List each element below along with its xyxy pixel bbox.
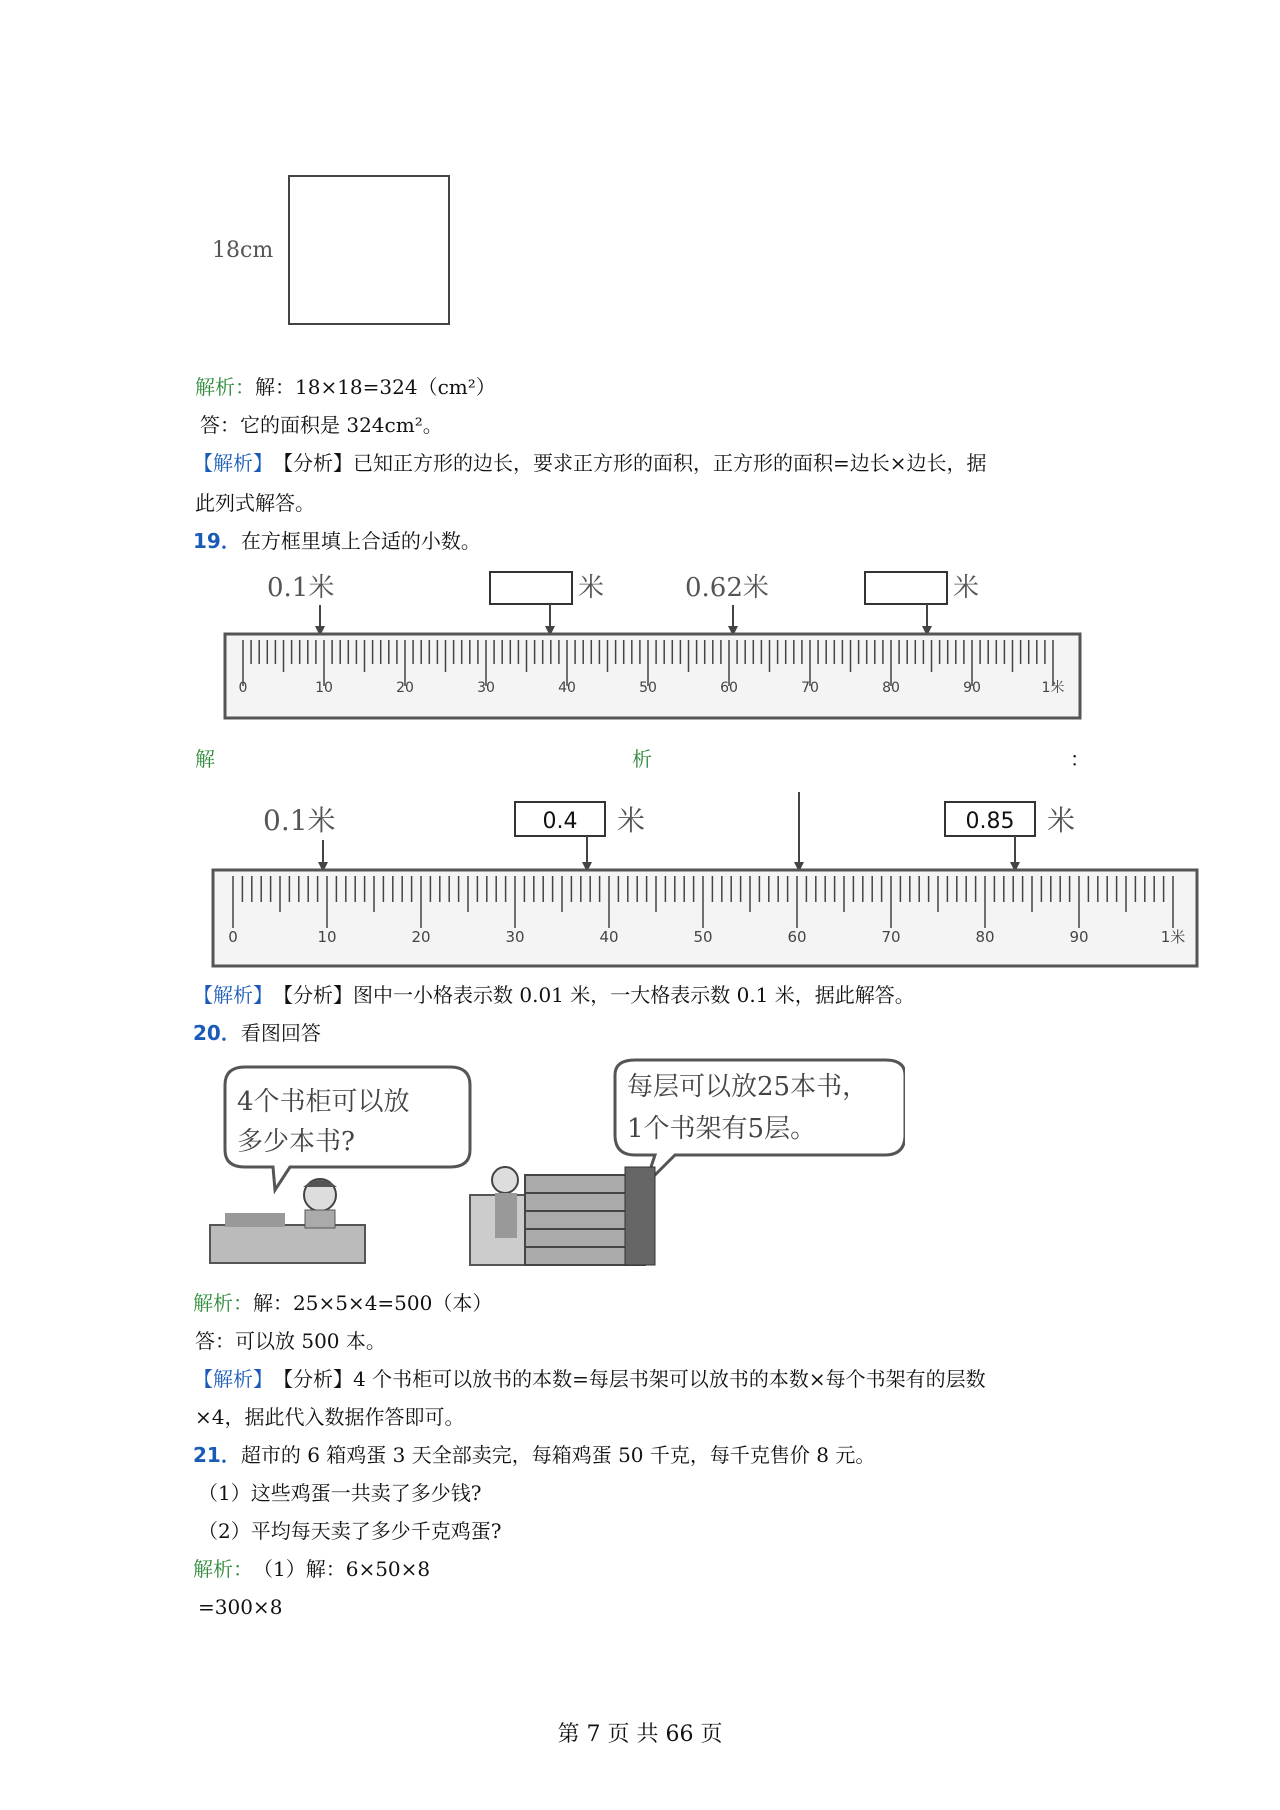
ruler1-unit-2: 米 <box>953 573 980 603</box>
question-number: 20． <box>193 1021 241 1045</box>
q19-analysis <box>193 982 915 1008</box>
ruler1-tick-label: 0 <box>238 680 248 696</box>
q21-question <box>193 1442 875 1468</box>
ruler2-tick-label: 0 <box>228 928 238 946</box>
analysis-tag: 【解析】 <box>193 1367 273 1391</box>
q20-analysis-cont: ×4，据此代入数据作答即可。 <box>195 1405 465 1429</box>
ruler2-tick-label: 90 <box>1069 928 1089 946</box>
q18-analysis-cont: 此列式解答。 <box>195 491 315 515</box>
ruler1-unit-1: 米 <box>578 573 605 603</box>
solution-text: （1）解：6×50×8 <box>253 1557 431 1581</box>
ruler2-tick-label: 50 <box>693 928 713 946</box>
solution-tag: 解析： <box>193 1291 253 1315</box>
ruler1-label-c: 0.62米 <box>685 573 769 603</box>
q20-answer: 答：可以放 500 本。 <box>195 1329 386 1353</box>
ruler2-unit-1: 米 <box>617 804 646 837</box>
ruler2-tick-label: 70 <box>881 928 901 946</box>
question-prompt: 超市的 6 箱鸡蛋 3 天全部卖完，每箱鸡蛋 50 千克，每千克售价 8 元。 <box>240 1443 876 1467</box>
ruler1-tick-label: 60 <box>720 680 738 696</box>
ruler2-tick-label: 60 <box>787 928 807 946</box>
ruler2-label-a: 0.1米 <box>263 804 336 837</box>
q20-solution <box>193 1290 492 1316</box>
question-number: 19． <box>193 529 241 553</box>
ruler2-unit-2: 米 <box>1047 804 1076 837</box>
square-shape <box>288 175 450 325</box>
q19-solution-char-3: ： <box>1070 747 1090 771</box>
q20-illustration <box>205 1055 905 1275</box>
analysis-text: 【分析】图中一小格表示数 0.01 米，一大格表示数 0.1 米，据此解答。 <box>273 983 915 1007</box>
ruler1-tick-label: 20 <box>396 680 414 696</box>
ruler1-tick-label: 10 <box>315 680 333 696</box>
ruler1-tick-label: 30 <box>477 680 495 696</box>
page-footer: 第 7 页 共 66 页 <box>557 1722 723 1747</box>
ruler1-body <box>225 634 1080 718</box>
q21-sub-1: （1）这些鸡蛋一共卖了多少钱? <box>198 1481 482 1505</box>
solution-text: 解：25×5×4=500（本） <box>253 1291 493 1315</box>
bubble2-line2: 1个书架有5层。 <box>627 1114 817 1144</box>
ruler1-label-a: 0.1米 <box>267 573 335 603</box>
q21-solution <box>193 1556 430 1582</box>
ruler2-body <box>213 870 1197 966</box>
bookshelf-image <box>470 1167 655 1265</box>
square-side-label: 18cm <box>212 238 274 263</box>
q19-solution-char-1: 解 <box>195 747 215 771</box>
ruler2-answer-2: 0.85 <box>965 809 1015 834</box>
ruler1-tick-label: 90 <box>963 680 981 696</box>
ruler1-blank-box-1[interactable] <box>490 572 572 604</box>
ruler1-tick-label: 70 <box>801 680 819 696</box>
analysis-tag: 【解析】 <box>193 451 273 475</box>
analysis-text: 【分析】4 个书柜可以放书的本数=每层书架可以放书的本数×每个书架有的层数 <box>273 1367 986 1391</box>
analysis-text: 【分析】已知正方形的边长，要求正方形的面积，正方形的面积=边长×边长，据 <box>273 451 987 475</box>
bubble2-line1: 每层可以放25本书， <box>627 1072 869 1102</box>
ruler2-tick-label: 30 <box>505 928 525 946</box>
q20-question <box>193 1020 321 1046</box>
girl-at-desk-image <box>210 1179 365 1263</box>
q21-sub-2: （2）平均每天卖了多少千克鸡蛋? <box>198 1519 502 1543</box>
bubble1-line2: 多少本书? <box>237 1127 355 1157</box>
ruler1-tick-label: 1米 <box>1041 680 1065 696</box>
q18-analysis <box>193 450 987 476</box>
ruler2-tick-label: 80 <box>975 928 995 946</box>
ruler2-tick-label: 1米 <box>1160 928 1186 946</box>
ruler1-blank-box-2[interactable] <box>865 572 947 604</box>
bubble1-line1: 4个书柜可以放 <box>237 1087 410 1117</box>
q19-solution-char-2: 析 <box>632 747 652 771</box>
ruler2-tick-label: 40 <box>599 928 619 946</box>
analysis-tag: 【解析】 <box>193 983 273 1007</box>
ruler2-tick-label: 10 <box>317 928 337 946</box>
ruler2-answer-1: 0.4 <box>542 809 578 834</box>
ruler2-tick-label: 20 <box>411 928 431 946</box>
ruler1-tick-label: 40 <box>558 680 576 696</box>
q18-solution <box>195 374 496 400</box>
solution-tag: 解析： <box>195 375 255 399</box>
solution-tag: 解析： <box>193 1557 253 1581</box>
question-number: 21． <box>193 1443 241 1467</box>
q20-analysis <box>193 1366 986 1392</box>
ruler-1 <box>215 560 1095 725</box>
ruler1-tick-label: 80 <box>882 680 900 696</box>
q18-answer: 答：它的面积是 324cm²。 <box>200 413 443 437</box>
q21-step: =300×8 <box>198 1595 283 1619</box>
question-prompt: 在方框里填上合适的小数。 <box>240 529 481 553</box>
ruler-2 <box>205 792 1205 972</box>
question-prompt: 看图回答 <box>240 1021 321 1045</box>
q19-question <box>193 528 481 554</box>
ruler1-tick-label: 50 <box>639 680 657 696</box>
solution-text: 解：18×18=324（cm²） <box>255 375 496 399</box>
